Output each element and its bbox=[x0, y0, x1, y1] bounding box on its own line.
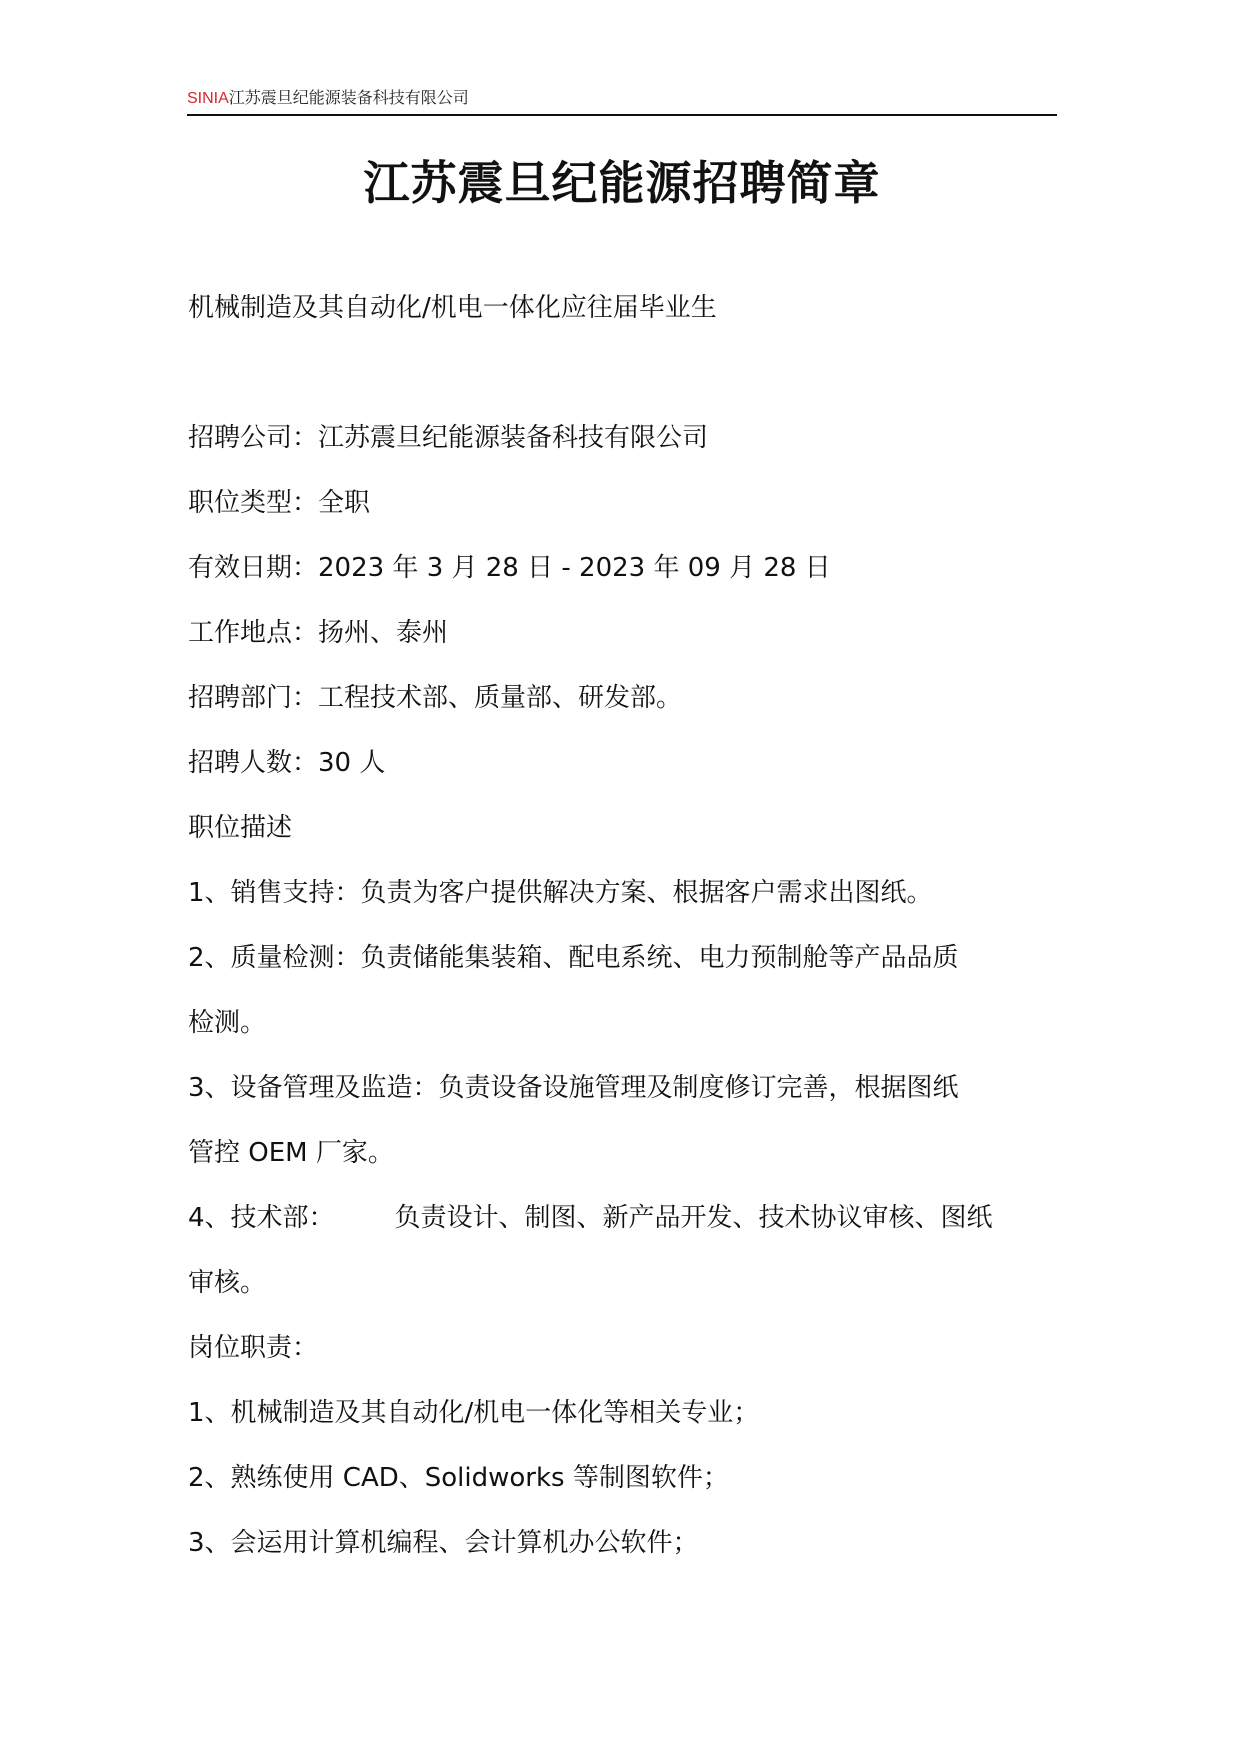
info-headcount: 招聘人数：30 人 bbox=[188, 748, 386, 778]
description-item-3-cont: 管控 OEM 厂家。 bbox=[188, 1138, 394, 1168]
info-departments: 招聘部门：工程技术部、质量部、研发部。 bbox=[188, 683, 683, 713]
description-item-2: 2、质量检测：负责储能集装箱、配电系统、电力预制舱等产品品质 bbox=[188, 943, 959, 973]
duties-item-3: 3、会运用计算机编程、会计算机办公软件； bbox=[188, 1528, 699, 1558]
duties-item-1: 1、机械制造及其自动化/机电一体化等相关专业； bbox=[188, 1398, 760, 1428]
duties-item-2: 2、熟练使用 CAD、Solidworks 等制图软件； bbox=[188, 1463, 729, 1493]
subtitle: 机械制造及其自动化/机电一体化应往届毕业生 bbox=[188, 293, 717, 323]
duties-heading: 岗位职责： bbox=[188, 1333, 319, 1363]
header-divider bbox=[187, 114, 1057, 116]
description-item-2-cont: 检测。 bbox=[188, 1008, 267, 1038]
description-item-1: 1、销售支持：负责为客户提供解决方案、根据客户需求出图纸。 bbox=[188, 878, 933, 908]
header-brand: SINIA bbox=[187, 90, 229, 107]
page-header bbox=[187, 88, 1057, 109]
description-item-4-cont: 审核。 bbox=[188, 1268, 267, 1298]
info-location: 工作地点：扬州、泰州 bbox=[188, 618, 449, 648]
header-company: 江苏震旦纪能源装备科技有限公司 bbox=[228, 88, 469, 107]
description-item-4-label: 4、技术部： bbox=[188, 1203, 335, 1233]
page-title: 江苏震旦纪能源招聘简章 bbox=[363, 156, 881, 210]
info-company: 招聘公司：江苏震旦纪能源装备科技有限公司 bbox=[188, 423, 709, 453]
description-heading: 职位描述 bbox=[188, 813, 293, 843]
info-job-type: 职位类型：全职 bbox=[188, 488, 371, 518]
info-valid-date: 有效日期：2023 年 3 月 28 日 - 2023 年 09 月 28 日 bbox=[188, 553, 831, 583]
description-item-4-text: 负责设计、制图、新产品开发、技术协议审核、图纸 bbox=[394, 1203, 993, 1233]
description-item-4 bbox=[188, 1200, 1068, 1236]
description-item-3: 3、设备管理及监造：负责设备设施管理及制度修订完善，根据图纸 bbox=[188, 1073, 959, 1103]
